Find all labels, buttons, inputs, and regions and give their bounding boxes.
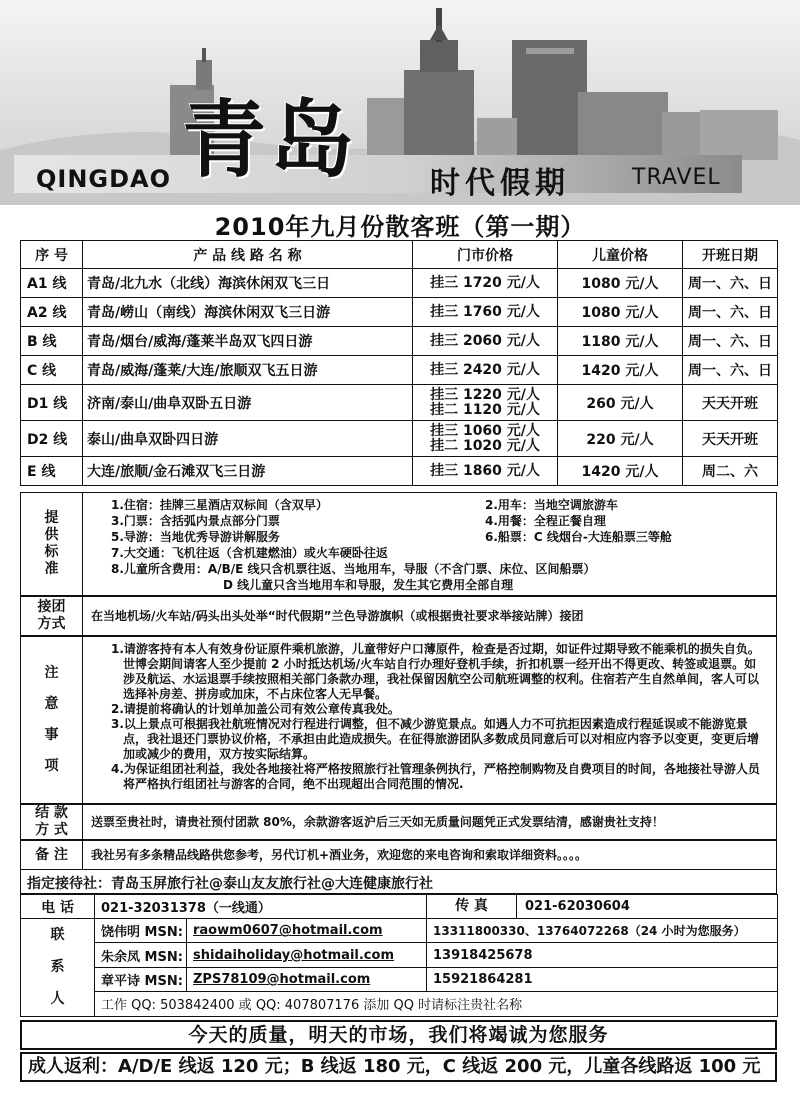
contact-person-row xyxy=(21,967,778,991)
route-price xyxy=(413,421,558,457)
contact-label xyxy=(21,919,95,1017)
start-date: 天天开班 xyxy=(683,385,778,421)
contact-phone-row xyxy=(21,895,778,919)
pickup-section xyxy=(20,596,777,636)
start-date: 周一、六、日 xyxy=(683,327,778,356)
price-line: 挂三 1060 元/人 xyxy=(430,422,540,439)
phone-label: 电 话 xyxy=(21,895,95,919)
route-name: 大连/旅顺/金石滩双飞三日游 xyxy=(83,457,413,486)
route-code: A1 线 xyxy=(21,269,83,298)
header-banner xyxy=(0,0,800,205)
designated-agency: 指定接待社：青岛玉屏旅行社@泰山友友旅行社@大连健康旅行社 xyxy=(20,870,777,894)
contact-name: 朱余凤 MSN: xyxy=(95,943,187,967)
contact-person-row xyxy=(21,919,778,943)
route-price xyxy=(413,298,558,327)
pickup-text: 在当地机场/火车站/码头出头处举“时代假期”兰色导游旗帜（或根据贵社要求举接站牌）接团 xyxy=(91,609,584,623)
provide-item: 4.用餐：全程正餐自理 xyxy=(485,514,606,528)
label-char: 联 xyxy=(50,927,65,943)
label-char: 供 xyxy=(44,527,59,544)
label-char: 提 xyxy=(44,510,59,527)
route-code: C 线 xyxy=(21,356,83,385)
label-line: 接团 xyxy=(37,599,66,616)
contact-msn[interactable]: ZPS78109@hotmail.com xyxy=(187,967,427,991)
fax-number: 021-62030604 xyxy=(525,899,630,914)
remarks-section xyxy=(20,840,777,870)
route-price xyxy=(413,457,558,486)
route-name: 青岛/北九水（北线）海滨休闲双飞三日 xyxy=(83,269,413,298)
route-price xyxy=(413,356,558,385)
price-line: 挂三 1860 元/人 xyxy=(430,462,540,479)
header-route-name: 产 品 线 路 名 称 xyxy=(83,241,413,269)
table-row xyxy=(21,298,778,327)
contact-phone: 15921864281 xyxy=(427,967,778,991)
fax-label: 传 真 xyxy=(427,895,517,918)
contact-person-row xyxy=(21,943,778,967)
remarks-text: 我社另有多条精品线路供您参考，另代订机+酒业务，欢迎您的来电咨询和索取详细资料。。。。 xyxy=(91,848,588,862)
provide-standards-body xyxy=(83,493,776,595)
route-code: A2 线 xyxy=(21,298,83,327)
provide-standards-section xyxy=(20,492,777,596)
provide-item: 7.大交通：飞机往返（含机建燃油）或火车硬卧往返 xyxy=(111,546,388,560)
note-item: 3.以上景点可根据我社航班情况对行程进行调整，但不减少游览景点。如遇人力不可抗拒因素造成行程延误或不能游览景点，我社退还门票协议价格，不承担由此造成损失。在征得旅游团队多数成员同意后可以对相应内容予以变更，变更后增加或减少的费用，双方按实际结算。 xyxy=(111,717,760,761)
payment-text: 送票至贵社时，请贵社预付团款 80%，余款游客返沪后三天如无质量问题凭正式发票结清，感谢贵社支持！ xyxy=(91,815,664,829)
table-row xyxy=(21,356,778,385)
provide-standards-label xyxy=(21,493,83,595)
route-name: 青岛/崂山（南线）海滨休闲双飞三日游 xyxy=(83,298,413,327)
provide-item: 6.船票：C 线烟台-大连船票三等舱 xyxy=(485,530,672,544)
table-header-row xyxy=(21,241,778,269)
phone-number: 021-32031378（一线通） xyxy=(95,895,427,919)
label-char: 项 xyxy=(44,757,59,774)
label-char: 事 xyxy=(44,727,59,743)
notes-section xyxy=(20,636,777,804)
label-line: 结 款 xyxy=(35,805,68,822)
table-row xyxy=(21,385,778,421)
rebate-info: 成人返利：A/D/E 线返 120 元；B 线返 180 元，C 线返 200 元，儿童各线路返 100 元 xyxy=(20,1052,777,1082)
child-price: 1080 元/人 xyxy=(558,269,683,298)
brand-slogan-times-holiday: 时代假期 xyxy=(430,166,570,201)
qq-info: 工作 QQ: 503842400 或 QQ: 407807176 添加 QQ 时请标注贵社名称 xyxy=(95,992,778,1016)
start-date: 周一、六、日 xyxy=(683,356,778,385)
remarks-label: 备 注 xyxy=(21,841,83,869)
route-code: B 线 xyxy=(21,327,83,356)
price-line: 挂三 1220 元/人 xyxy=(430,386,540,403)
label-char: 意 xyxy=(44,696,59,713)
header-start-date: 开班日期 xyxy=(683,241,778,269)
child-price: 1080 元/人 xyxy=(558,298,683,327)
price-line: 挂三 1760 元/人 xyxy=(430,303,540,320)
label-char: 人 xyxy=(50,991,65,1008)
provide-item: 1.住宿：挂牌三星酒店双标间（含双早） xyxy=(111,498,328,512)
brand-qingdao-latin: QINGDAO xyxy=(36,165,172,193)
route-code: E 线 xyxy=(21,457,83,486)
note-item: 2.请提前将确认的计划单加盖公司有效公章传真我处。 xyxy=(111,702,400,716)
route-price xyxy=(413,327,558,356)
header-retail-price: 门市价格 xyxy=(413,241,558,269)
contact-msn[interactable]: raowm0607@hotmail.com xyxy=(187,919,427,943)
child-price: 1180 元/人 xyxy=(558,327,683,356)
child-price: 1420 元/人 xyxy=(558,356,683,385)
contact-msn[interactable]: shidaiholiday@hotmail.com xyxy=(187,943,427,967)
price-line: 挂二 1020 元/人 xyxy=(430,437,540,454)
provide-item: 8.儿童所含费用：A/B/E 线只含机票往返、当地用车，导服（不含门票、床位、区间船票） xyxy=(111,562,596,576)
child-price: 260 元/人 xyxy=(558,385,683,421)
header-code: 序 号 xyxy=(21,241,83,269)
start-date: 周一、六、日 xyxy=(683,298,778,327)
pickup-label xyxy=(21,597,83,635)
route-name: 青岛/威海/蓬莱/大连/旅顺双飞五日游 xyxy=(83,356,413,385)
contact-name: 章平诗 MSN: xyxy=(95,967,187,991)
provide-item: 5.导游：当地优秀导游讲解服务 xyxy=(111,530,280,544)
label-char: 准 xyxy=(44,560,59,577)
start-date: 天天开班 xyxy=(683,421,778,457)
label-line: 方式 xyxy=(37,616,66,632)
brand-travel: TRAVEL xyxy=(632,165,721,190)
brand-qingdao-chinese: 青岛 xyxy=(182,90,359,189)
route-name: 青岛/烟台/威海/蓬莱半岛双飞四日游 xyxy=(83,327,413,356)
provide-item: 2.用车：当地空调旅游车 xyxy=(485,498,618,512)
label-char: 注 xyxy=(44,665,59,682)
payment-label xyxy=(21,805,83,839)
route-price-table xyxy=(20,240,778,486)
route-code: D2 线 xyxy=(21,421,83,457)
provide-item: 3.门票：含括弧内景点部分门票 xyxy=(111,514,280,528)
table-row xyxy=(21,269,778,298)
service-slogan: 今天的质量，明天的市场，我们将竭诚为您服务 xyxy=(20,1020,777,1050)
route-price xyxy=(413,385,558,421)
notes-label xyxy=(21,637,83,803)
fax-cell xyxy=(427,895,778,919)
contact-name: 饶伟明 MSN: xyxy=(95,919,187,943)
contact-phone: 13918425678 xyxy=(427,943,778,967)
start-date: 周二、六 xyxy=(683,457,778,486)
route-price xyxy=(413,269,558,298)
label-char: 标 xyxy=(44,544,59,560)
header-child-price: 儿童价格 xyxy=(558,241,683,269)
price-line: 挂三 2060 元/人 xyxy=(430,332,540,349)
table-row xyxy=(21,421,778,457)
note-item: 1.请游客持有本人有效身份证原件乘机旅游，儿童带好户口薄原件，检查是否过期，如证件过期导致不能乘机的损失自负。世博会期间请客人至少提前 2 小时抵达机场/火车站自行办理好登机手续，折扣机票一经开出不得更改、转签或退票。如涉及航运、水运退票手续按照相关部门条款办理，我社保留因航空公司航班调整的权利。住宿若产生自然单间，客人可以选择补房差、拼房或加床，不占床位客人无早餐。 xyxy=(111,642,760,701)
price-line: 挂三 1720 元/人 xyxy=(430,274,540,291)
contact-table xyxy=(20,894,778,1017)
label-line: 方 式 xyxy=(35,822,68,838)
note-item: 4.为保证组团社利益，我处各地接社将严格按照旅行社管理条例执行，严格控制购物及自费项目的时间，各地接社导游人员将严格执行组团社与游客的合同，绝不出现超出合同范围的情况. xyxy=(111,762,760,791)
label-char: 系 xyxy=(50,959,65,976)
child-price: 1420 元/人 xyxy=(558,457,683,486)
notes-body xyxy=(83,637,776,803)
price-line: 挂三 2420 元/人 xyxy=(430,361,540,378)
price-line: 挂二 1120 元/人 xyxy=(430,401,540,418)
start-date: 周一、六、日 xyxy=(683,269,778,298)
payment-section xyxy=(20,804,777,840)
child-price: 220 元/人 xyxy=(558,421,683,457)
route-code: D1 线 xyxy=(21,385,83,421)
contact-qq-row xyxy=(21,992,778,1016)
contact-phone: 13311800330、13764072268（24 小时为您服务） xyxy=(427,919,778,943)
table-row xyxy=(21,457,778,486)
provide-item: D 线儿童只含当地用车和导服，发生其它费用全部自理 xyxy=(223,578,514,592)
table-row xyxy=(21,327,778,356)
route-name: 泰山/曲阜双卧四日游 xyxy=(83,421,413,457)
route-name: 济南/泰山/曲阜双卧五日游 xyxy=(83,385,413,421)
document-title: 2010年九月份散客班（第一期） xyxy=(214,213,586,241)
